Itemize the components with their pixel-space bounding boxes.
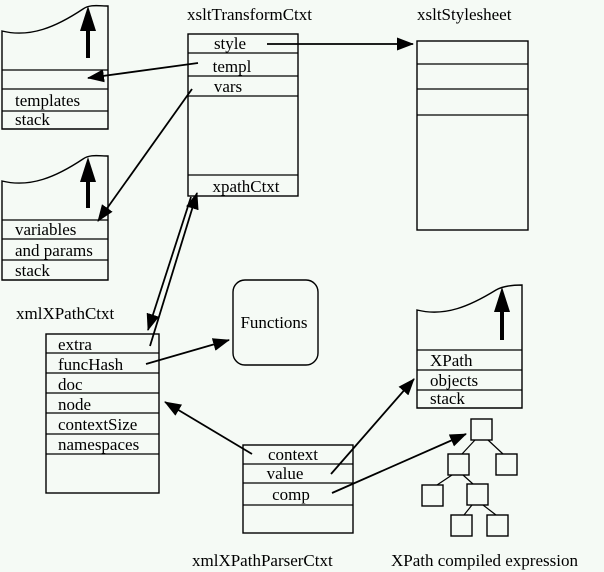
objects-stack-row-label: XPath <box>430 351 473 370</box>
variables-stack-row-label: variables <box>15 220 77 239</box>
field-contextsize: contextSize <box>58 415 138 434</box>
field-context: context <box>267 445 319 464</box>
field-extra: extra <box>58 335 92 354</box>
tree-node <box>467 484 488 505</box>
functions-box <box>233 280 318 365</box>
xslt-stylesheet-box <box>417 5 528 230</box>
field-namespaces: namespaces <box>58 435 140 454</box>
pointer-arrows <box>88 44 466 493</box>
objects-stack-row-label: objects <box>430 371 479 390</box>
arrow-xmlxpathctxt-to-xpathctxt <box>150 193 197 346</box>
xml-xpath-parser-ctxt-box <box>192 445 353 570</box>
tree-node <box>422 485 443 506</box>
arrow-value-to-objects-stack <box>331 379 414 474</box>
compiled-expression-tree <box>391 419 578 570</box>
tree-node <box>451 515 472 536</box>
stack-grow-up-arrow-icon <box>80 6 96 58</box>
variables-stack-row-label: and params <box>15 241 93 260</box>
xslt-transform-ctxt-title: xsltTransformCtxt <box>187 5 313 24</box>
objects-stack-row-label: stack <box>430 389 465 408</box>
templates-stack-row-label: stack <box>15 110 50 129</box>
xml-xpath-ctxt-title: xmlXPathCtxt <box>16 304 115 323</box>
field-node: node <box>58 395 92 414</box>
field-value: value <box>266 464 304 483</box>
stack-grow-up-arrow-icon <box>80 157 96 208</box>
variables-stack-row-label: stack <box>15 261 50 280</box>
variables-stack <box>2 156 108 280</box>
compiled-expression-caption: XPath compiled expression <box>391 551 578 570</box>
tree-node <box>496 454 517 475</box>
arrow-context-to-xmlxpathctxt <box>165 402 252 454</box>
field-templ: templ <box>212 57 252 76</box>
field-style: style <box>213 34 247 53</box>
tree-node <box>487 515 508 536</box>
functions-label: Functions <box>240 313 308 332</box>
field-vars: vars <box>213 77 243 96</box>
tree-node <box>471 419 492 440</box>
xslt-stylesheet-outline <box>417 41 528 230</box>
xml-xpath-parser-ctxt-title: xmlXPathParserCtxt <box>192 551 333 570</box>
xml-xpath-ctxt-box <box>16 304 159 493</box>
xslt-stylesheet-title: xsltStylesheet <box>417 5 512 24</box>
field-xpathctxt: xpathCtxt <box>212 177 280 196</box>
field-funchash: funcHash <box>58 355 124 374</box>
stack-grow-up-arrow-icon <box>494 287 510 340</box>
tree-node <box>448 454 469 475</box>
xslt-transform-ctxt-box <box>187 5 312 196</box>
arrow-vars-to-variables-stack <box>98 89 192 221</box>
xpath-objects-stack <box>417 285 522 408</box>
field-doc: doc <box>58 375 83 394</box>
templates-stack-row-label: templates <box>15 91 81 110</box>
field-comp: comp <box>272 485 310 504</box>
templates-stack <box>2 6 108 129</box>
arrow-xpathctxt-to-xmlxpathctxt <box>148 197 191 330</box>
